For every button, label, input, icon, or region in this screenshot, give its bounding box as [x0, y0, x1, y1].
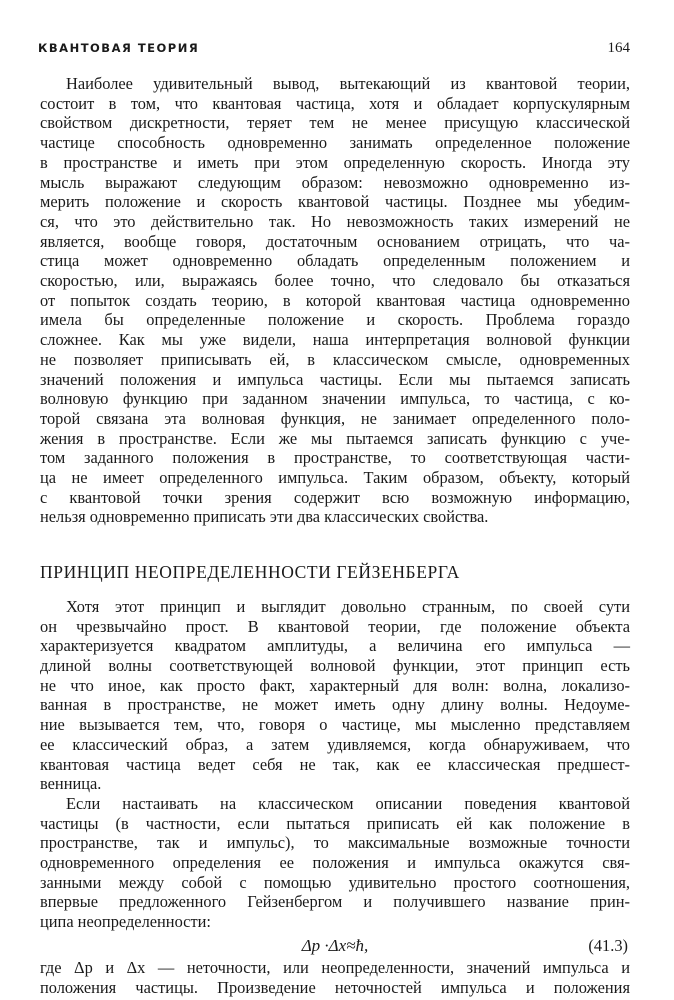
text-line: торой связана эта волновая функция, не занимает определенного поло- — [40, 408, 630, 428]
paragraph-4 — [40, 958, 630, 997]
text-line: жения в пространстве. Если же мы пытаемся записать функцию с уче- — [40, 428, 630, 448]
section-heading: ПРИНЦИП НЕОПРЕДЕЛЕННОСТИ ГЕЙЗЕНБЕРГА — [40, 562, 460, 583]
paragraph-3 — [40, 794, 630, 932]
text-line: характеризуется квадратом амплитуды, а величина его импульса — — [40, 636, 630, 656]
text-line: занными между собой с помощью удивительно простого соотношения, — [40, 872, 630, 892]
text-line: Наиболее удивительный вывод, вытекающий из квантовой теории, — [66, 74, 630, 93]
text-line: нельзя одновременно приписать эти два классических свойства. — [40, 507, 489, 527]
text-line: квантовая частица ведет себя не так, как ее классическая предшест- — [40, 754, 630, 774]
text-line: Если настаивать на классическом описании поведения квантовой — [66, 793, 630, 813]
text-line: значений положения и импульса частицы. Если мы пытаемся записать — [40, 369, 630, 389]
text-line: не позволяет приписывать ей, в классическом смысле, одновременных — [40, 349, 630, 369]
text-line: мысль выражают следующим образом: невозможно одновременно из- — [40, 172, 630, 192]
text-line: мерить положение и скорость квантовой частицы. Позднее мы убедим- — [40, 192, 630, 212]
paragraph-2 — [40, 597, 630, 794]
page-number: 164 — [607, 40, 630, 56]
text-line: длиной волны соответствующей волновой функции, этот принцип есть — [40, 655, 630, 675]
text-line: где Δp и Δx — неточности, или неопределенности, значений импульса и — [40, 957, 630, 977]
text-line: с квантовой точки зрения содержит всю возможную информацию, — [40, 487, 630, 507]
text-line: пространстве, так и импульс), то максимальные возможные точности — [40, 833, 630, 853]
text-line: ванная в пространстве, не может иметь одну длину волны. Недоуме- — [40, 695, 630, 715]
text-line: ние вызывается тем, что, говоря о частице, мы мысленно представляем — [40, 715, 630, 735]
uncertainty-formula: Δp ·Δx≈ħ, — [301, 935, 369, 955]
text-line: стица может одновременно обладать определенным положением и — [40, 251, 630, 271]
text-line: имела бы определенные положение и скорость. Проблема гораздо — [40, 310, 630, 330]
text-line: ципа неопределенности: — [40, 912, 211, 932]
text-line: частицы (в частности, если пытаться приписать ей как положение в — [40, 813, 630, 833]
text-line: является, вообще говоря, достаточным основанием отрицать, что ча- — [40, 231, 630, 251]
text-line: ся, что это действительно так. Но невозможность таких измерений не — [40, 211, 630, 231]
text-line: в пространстве и иметь при этом определенную скорость. Иногда эту — [40, 152, 630, 172]
text-line: ее классический образ, а затем удивляемся, когда обнаруживаем, что — [40, 734, 630, 754]
equation-41-3 — [40, 934, 630, 958]
text-line: положения частицы. Произведение неточностей импульса и положения — [40, 977, 630, 997]
text-line: состоит в том, что квантовая частица, хотя и обладает корпускулярным — [40, 93, 630, 113]
text-line: том заданного положения в пространстве, то соответствующая части- — [40, 448, 630, 468]
page-header — [38, 40, 630, 57]
text-line: сложнее. Как мы уже видели, наша интерпретация волновой функции — [40, 330, 630, 350]
text-line: скоростью, или, выражаясь более точно, что следовало бы отказаться — [40, 271, 630, 291]
text-line: от попыток создать теорию, в которой квантовая частица одновременно — [40, 290, 630, 310]
text-line: волновую функцию при заданном значении импульса, то частица, с ко- — [40, 389, 630, 409]
running-head: КВАНТОВАЯ ТЕОРИЯ — [38, 41, 200, 55]
text-line: он чрезвычайно прост. В квантовой теории, где положение объекта — [40, 616, 630, 636]
text-line: ца не имеет определенного импульса. Таким образом, объекту, который — [40, 468, 630, 488]
text-line: не что иное, как просто факт, характерный для волн: волна, локализо- — [40, 675, 630, 695]
text-line: свойством дискретности, теряет тем не менее присущую классической — [40, 113, 630, 133]
text-line: частице способность одновременно занимать определенное положение — [40, 133, 630, 153]
text-line: одновременного определения ее положения и импульса окажутся свя- — [40, 853, 630, 873]
text-line: венница. — [40, 774, 102, 794]
page-body — [40, 74, 630, 997]
paragraph-1 — [40, 74, 630, 527]
text-line: Хотя этот принцип и выглядит довольно странным, по своей сути — [66, 596, 630, 616]
equation-number: (41.3) — [588, 935, 628, 955]
text-line: впервые предложенного Гейзенбергом и получившего название прин- — [40, 892, 630, 912]
